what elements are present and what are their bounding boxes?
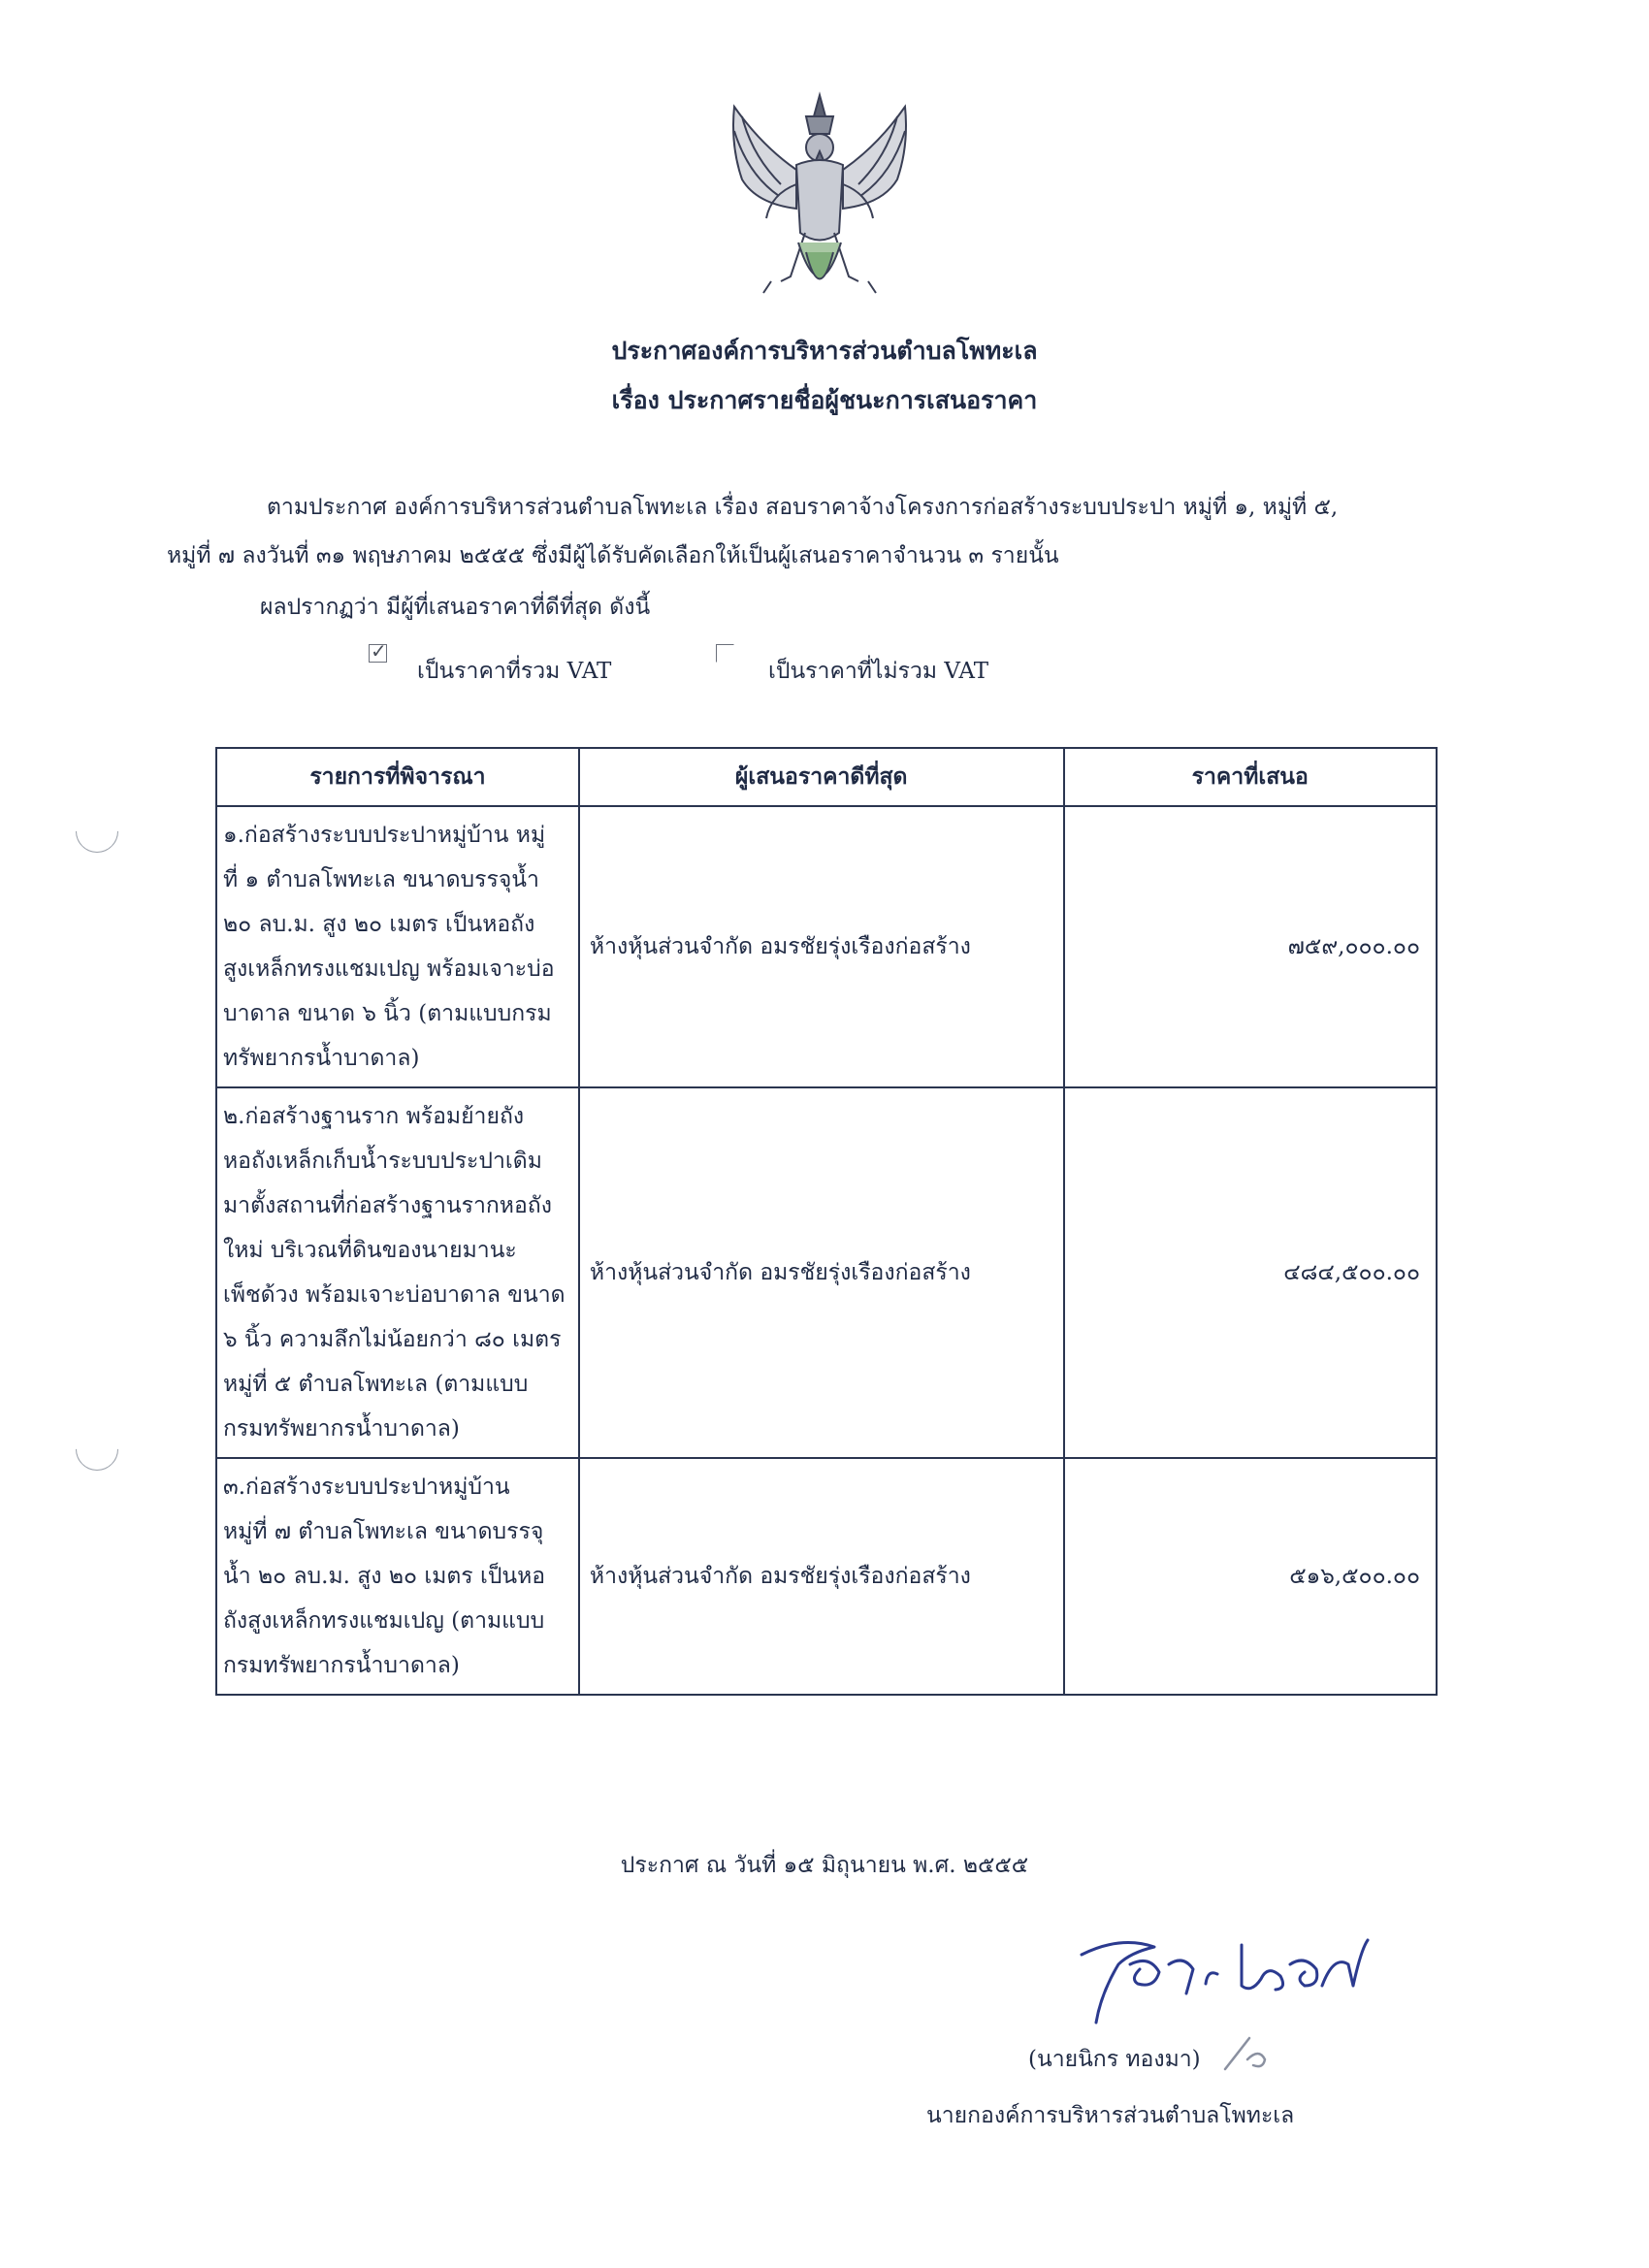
item-description: ๓.ก่อสร้างระบบประปาหมู่บ้าน หมู่ที่ ๗ ตำบลโพทะเล ขนาดบรรจุ น้ำ ๒๐ ลบ.ม. สูง ๒๐ เมตร เป็นหอ ถังสูงเหล็กทรงแชมเปญ (ตามแบบ กรมทรัพยากรน้ำบาดาล) bbox=[223, 1474, 546, 1678]
table-row bbox=[216, 806, 1437, 1087]
item-cell bbox=[216, 1087, 579, 1458]
bidder-cell: ห้างหุ้นส่วนจำกัด อมรชัยรุ่งเรืองก่อสร้าง bbox=[579, 1458, 1064, 1695]
item-cell bbox=[216, 1458, 579, 1695]
bidder-cell: ห้างหุ้นส่วนจำกัด อมรชัยรุ่งเรืองก่อสร้าง bbox=[579, 1087, 1064, 1458]
bidder-cell: ห้างหุ้นส่วนจำกัด อมรชัยรุ่งเรืองก่อสร้าง bbox=[579, 806, 1064, 1087]
header-item: รายการที่พิจารณา bbox=[216, 748, 579, 806]
price-cell: ๔๘๔,๕๐๐.๐๐ bbox=[1064, 1087, 1438, 1458]
vat-exclude-label: เป็นราคาที่ไม่รวม VAT bbox=[768, 659, 989, 684]
table-row bbox=[216, 1087, 1437, 1458]
table-header-row bbox=[216, 748, 1437, 806]
body-paragraph-line-2: หมู่ที่ ๗ ลงวันที่ ๓๑ พฤษภาคม ๒๕๕๕ ซึ่งมีผู้ได้รับคัดเลือกให้เป็นผู้เสนอราคาจำนวน ๓ รายนั้น bbox=[167, 543, 1059, 568]
price-cell: ๕๑๖,๕๐๐.๐๐ bbox=[1064, 1458, 1438, 1695]
announcement-title: ประกาศองค์การบริหารส่วนตำบลโพทะเล bbox=[611, 337, 1038, 365]
vat-include-label: เป็นราคาที่รวม VAT bbox=[417, 659, 612, 684]
price-cell: ๗๕๙,๐๐๐.๐๐ bbox=[1064, 806, 1438, 1087]
garuda-emblem-icon bbox=[713, 87, 926, 325]
table-row bbox=[216, 1458, 1437, 1695]
punch-hole-mark bbox=[67, 1419, 127, 1479]
vat-exclude-option[interactable] bbox=[716, 642, 1026, 684]
vat-include-checkbox[interactable] bbox=[369, 639, 387, 663]
signer-title: นายกองค์การบริหารส่วนตำบลโพทะเล bbox=[926, 2103, 1295, 2128]
item-description: ๑.ก่อสร้างระบบประปาหมู่บ้าน หมู่ ที่ ๑ ตำบลโพทะเล ขนาดบรรจุน้ำ ๒๐ ลบ.ม. สูง ๒๐ เมตร เป็นหอถัง สูงเหล็กทรงแชมเปญ พร้อมเจาะบ่อ บาดาล ขนาด ๖ นิ้ว (ตามแบบกรม ทรัพยากรน้ำบาดาล) bbox=[223, 823, 555, 1071]
vat-include-option[interactable] bbox=[369, 639, 660, 684]
item-cell bbox=[216, 806, 579, 1087]
vat-exclude-checkbox[interactable] bbox=[716, 644, 734, 663]
header-price: ราคาที่เสนอ bbox=[1064, 748, 1438, 806]
checkmark-icon: ✓ bbox=[371, 639, 387, 663]
announcement-date: ประกาศ ณ วันที่ ๑๕ มิถุนายน พ.ศ. ๒๕๕๕ bbox=[620, 1853, 1029, 1878]
bid-results-table bbox=[215, 747, 1438, 1696]
item-description: ๒.ก่อสร้างฐานราก พร้อมย้ายถัง หอถังเหล็กเก็บน้ำระบบประปาเดิม มาตั้งสถานที่ก่อสร้างฐานรากหอถัง ใหม่ บริเวณที่ดินของนายมานะ เพ็ชด้วง พร้อมเจาะบ่อบาดาล ขนาด ๖ นิ้ว ความลึกไม่น้อยกว่า ๘๐ เมตร หมู่ที่ ๕ ตำบลโพทะเล (ตามแบบ กรมทรัพยากรน้ำบาดาล) bbox=[223, 1104, 566, 1442]
body-paragraph-line-1: ตามประกาศ องค์การบริหารส่วนตำบลโพทะเล เรื่อง สอบราคาจ้างโครงการก่อสร้างระบบประปา หมู่ที่ ๑, หมู่ที่ ๕, bbox=[267, 495, 1339, 520]
announcement-subject: เรื่อง ประกาศรายชื่อผู้ชนะการเสนอราคา bbox=[611, 386, 1038, 414]
handwritten-signature bbox=[1062, 1926, 1373, 2032]
punch-hole-mark bbox=[67, 801, 127, 861]
body-paragraph-line-3: ผลปรากฏว่า มีผู้ที่เสนอราคาที่ดีที่สุด ดังนี้ bbox=[260, 595, 651, 620]
handwritten-initial bbox=[1220, 2030, 1278, 2075]
signer-name: (นายนิกร ทองมา) bbox=[1028, 2047, 1201, 2072]
header-bidder: ผู้เสนอราคาดีที่สุด bbox=[579, 748, 1064, 806]
